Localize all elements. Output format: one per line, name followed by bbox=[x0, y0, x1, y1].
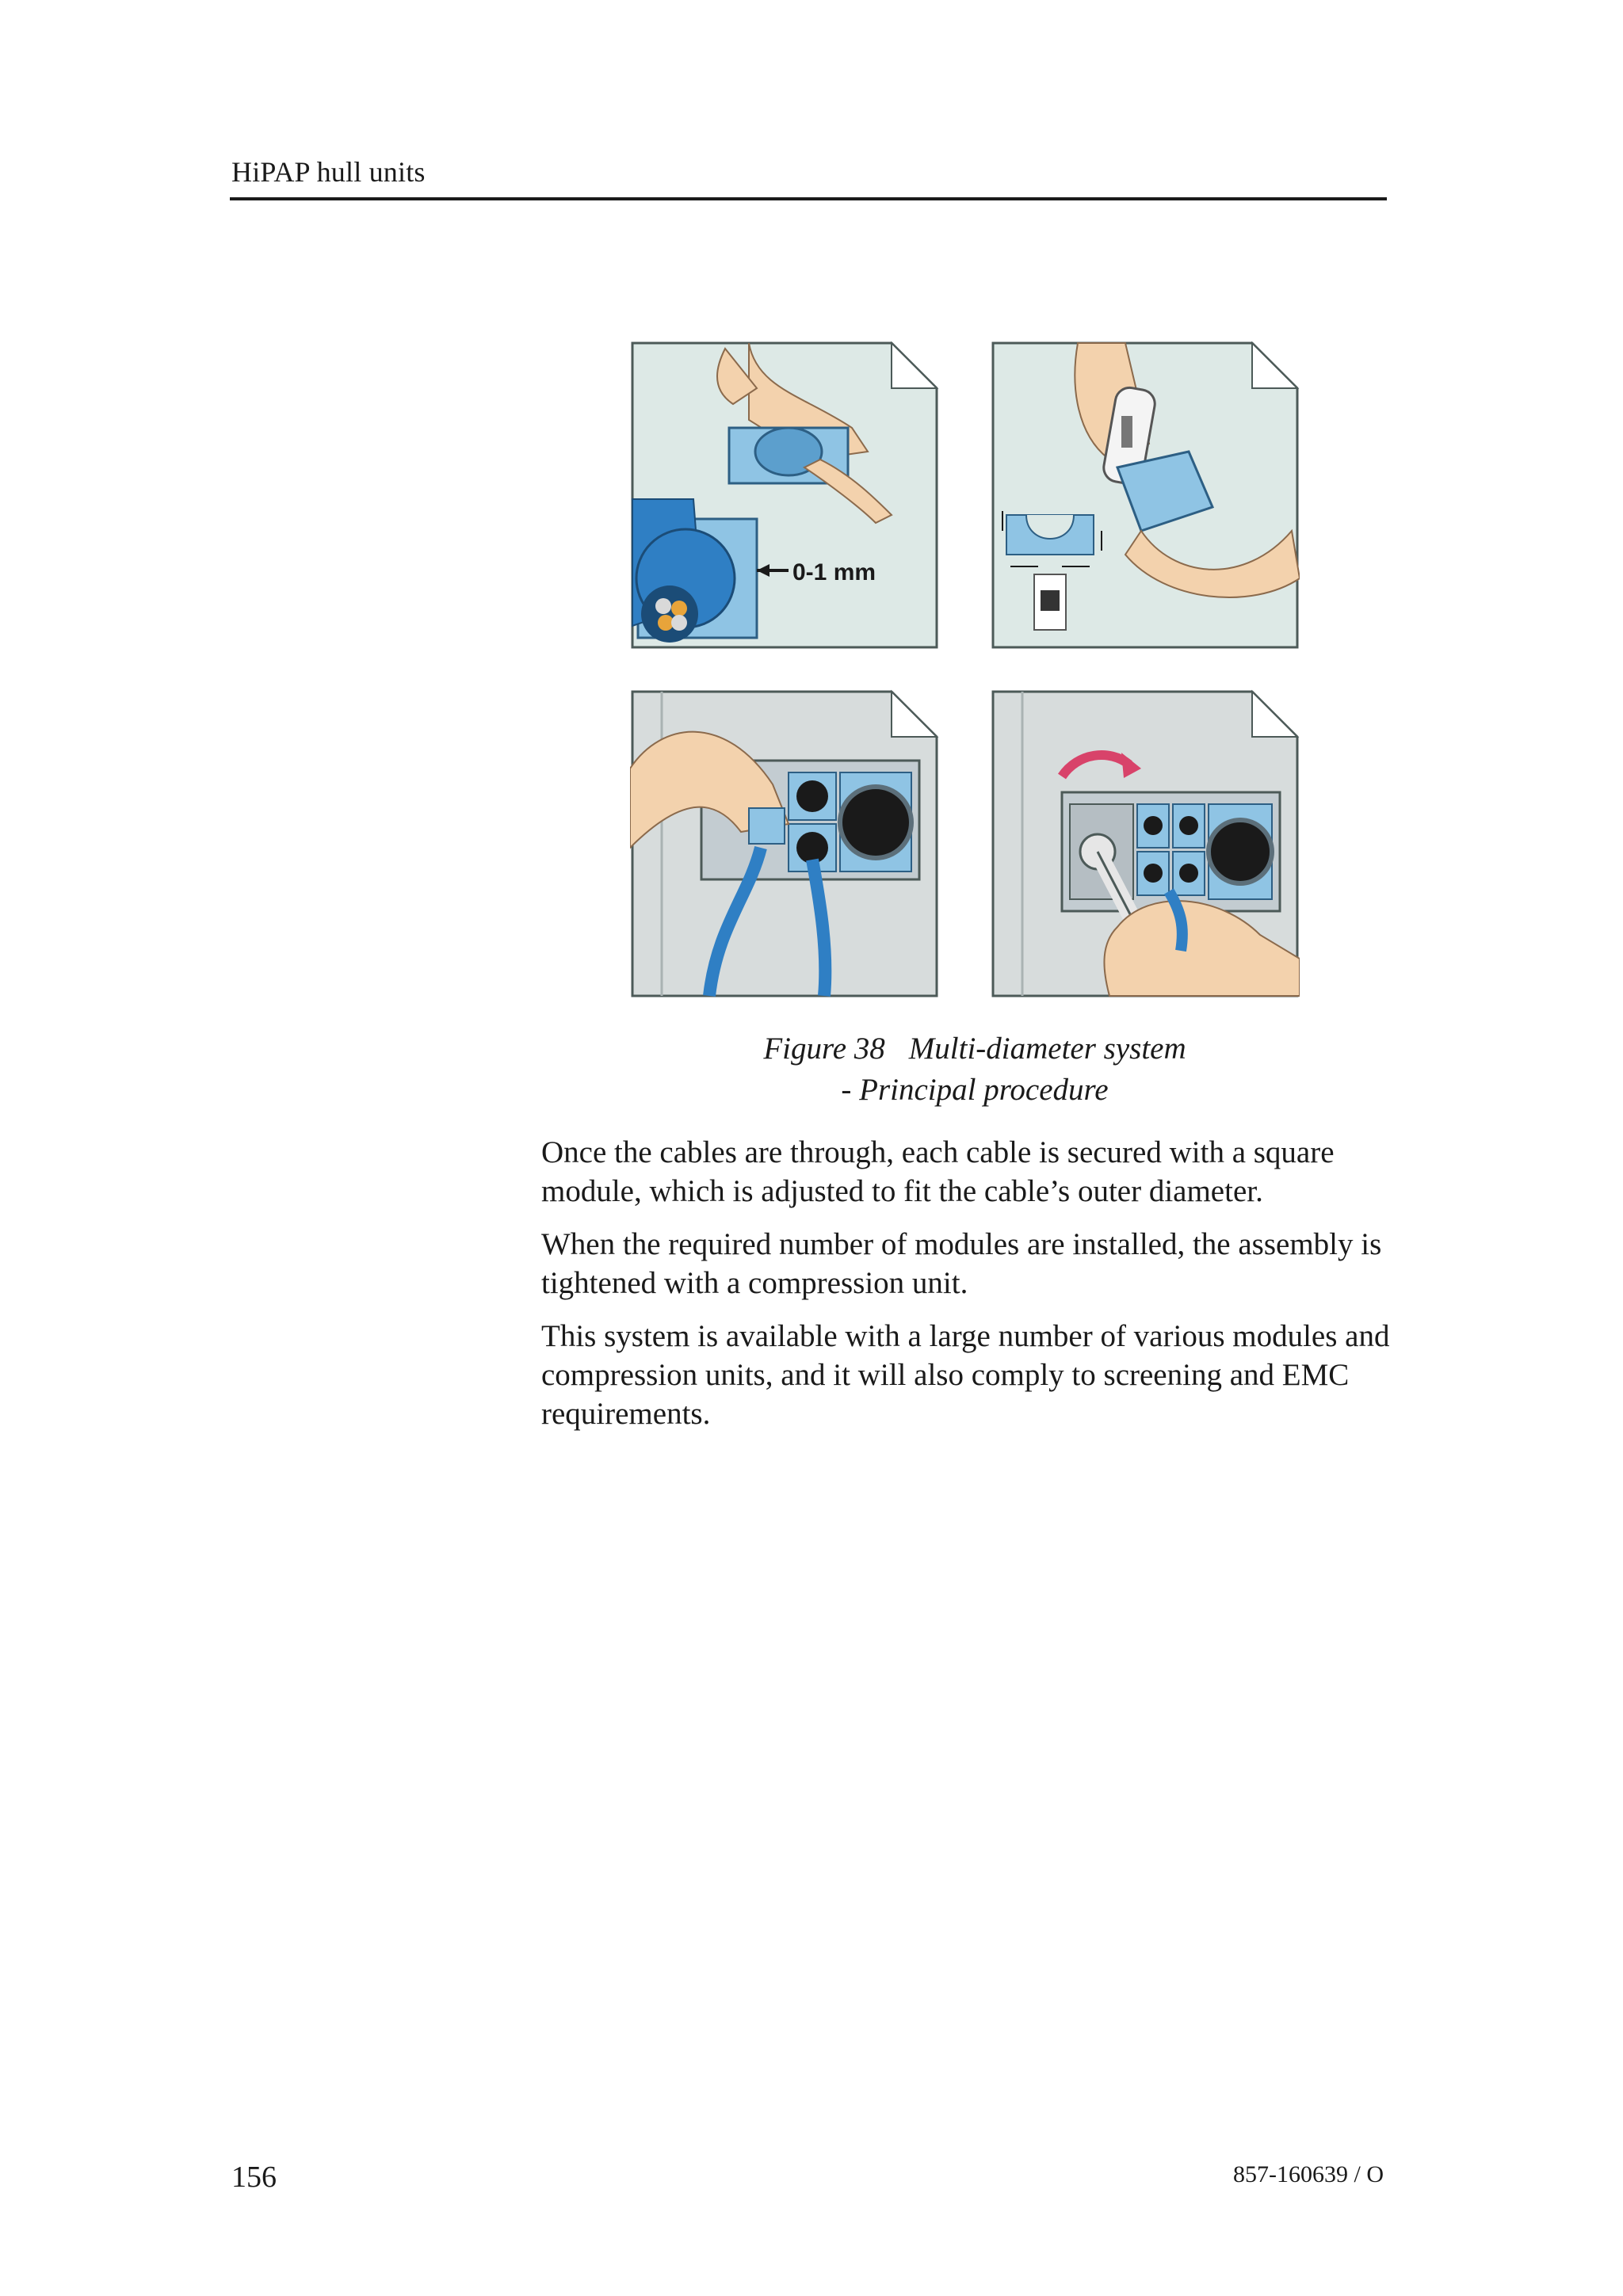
panel-adjust-module bbox=[991, 341, 1300, 650]
caption-number: Figure 38 bbox=[763, 1032, 885, 1066]
paragraph: This system is available with a large number of various modules and compression units, and it will also comply to screening and EMC requirements. bbox=[541, 1319, 1390, 1431]
paragraph: Once the cables are through, each cable is secured with a square module, which is adjusted to fit the cable’s outer diameter. bbox=[541, 1135, 1335, 1208]
paragraph: When the required number of modules are installed, the assembly is tightened with a compression unit. bbox=[541, 1227, 1382, 1300]
document-number: 857-160639 / O bbox=[1233, 2161, 1384, 2187]
panel-adjust-module-drawing bbox=[991, 341, 1300, 650]
panel-tighten-compression bbox=[991, 689, 1300, 998]
panel-fit-module-drawing bbox=[630, 341, 939, 650]
body-text bbox=[541, 1133, 1397, 1447]
figure-caption bbox=[658, 1028, 1292, 1111]
panel-insert-module bbox=[630, 689, 939, 998]
caption-line-1 bbox=[658, 1028, 1292, 1070]
figure-illustration bbox=[626, 337, 1308, 1002]
gap-label: 0-1 mm bbox=[792, 559, 876, 585]
caption-line-2: - Principal procedure bbox=[841, 1073, 1109, 1107]
caption-title: Multi-diameter system bbox=[908, 1032, 1186, 1066]
panel-insert-module-drawing bbox=[630, 689, 939, 998]
page-number: 156 bbox=[231, 2161, 277, 2194]
panel-tighten-compression-drawing bbox=[991, 689, 1300, 998]
running-header: HiPAP hull units bbox=[231, 156, 426, 188]
panel-fit-module bbox=[630, 341, 939, 650]
header-rule bbox=[230, 197, 1387, 200]
